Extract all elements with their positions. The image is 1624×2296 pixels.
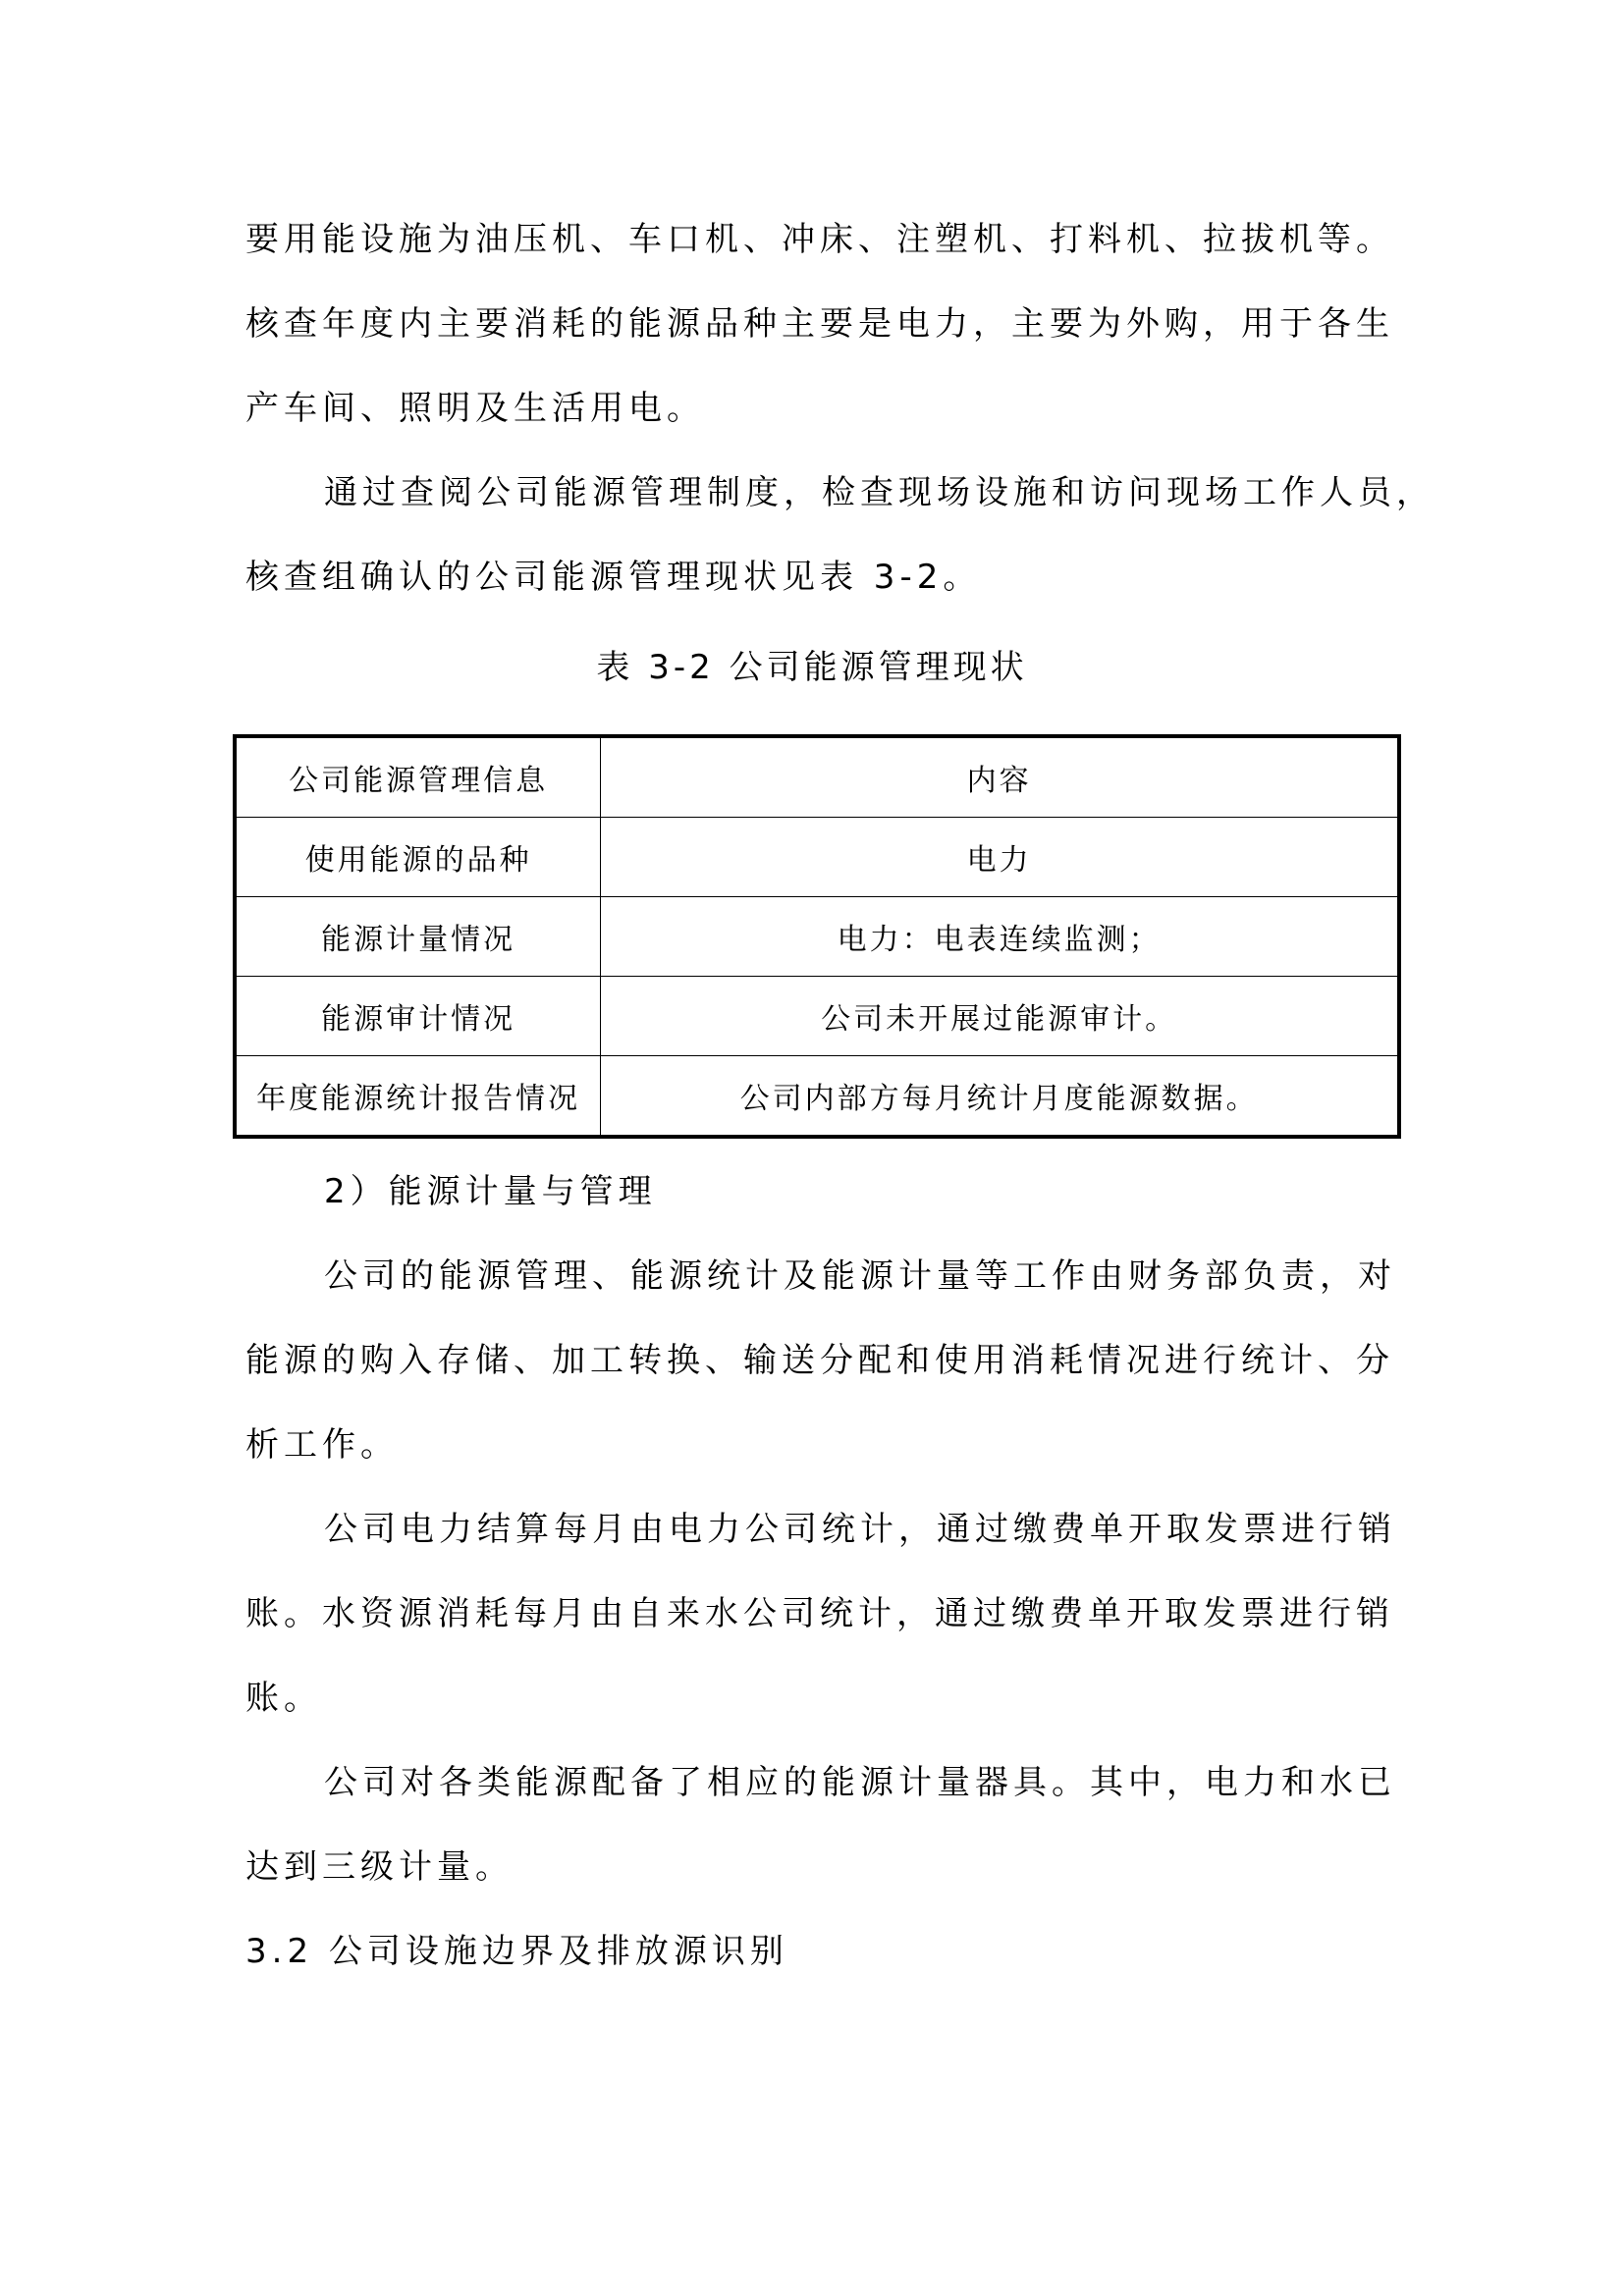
paragraph-line: 公司对各类能源配备了相应的能源计量器具。其中，电力和水已 xyxy=(324,1763,1396,1802)
paragraph-line: 通过查阅公司能源管理制度，检查现场设施和访问现场工作人员， xyxy=(324,473,1435,512)
paragraph-line: 能源的购入存储、加工转换、输送分配和使用消耗情况进行统计、分 xyxy=(245,1341,1394,1380)
table-row xyxy=(235,1056,1399,1138)
table-cell-label: 能源计量情况 xyxy=(235,897,601,977)
paragraph-line: 达到三级计量。 xyxy=(245,1847,514,1887)
table-header-row xyxy=(235,736,1399,818)
table-cell-value: 公司未开展过能源审计。 xyxy=(601,977,1399,1056)
paragraph-line: 账。 xyxy=(245,1679,322,1718)
paragraph-line: 要用能设施为油压机、车口机、冲床、注塑机、打料机、拉拔机等。 xyxy=(245,220,1394,259)
table-cell-value: 电力：电表连续监测； xyxy=(601,897,1399,977)
energy-management-table xyxy=(233,734,1401,1139)
table-header-cell: 内容 xyxy=(601,736,1399,818)
paragraph-line: 公司的能源管理、能源统计及能源计量等工作由财务部负责，对 xyxy=(324,1256,1396,1296)
table-cell-value: 公司内部方每月统计月度能源数据。 xyxy=(601,1056,1399,1138)
table-cell-label: 使用能源的品种 xyxy=(235,818,601,897)
table-row xyxy=(235,818,1399,897)
paragraph-line: 账。水资源消耗每月由自来水公司统计，通过缴费单开取发票进行销 xyxy=(245,1594,1394,1633)
paragraph-line: 析工作。 xyxy=(245,1425,399,1465)
table-row xyxy=(235,977,1399,1056)
table-cell-label: 年度能源统计报告情况 xyxy=(235,1056,601,1138)
table-header-cell: 公司能源管理信息 xyxy=(235,736,601,818)
paragraph-line: 核查年度内主要消耗的能源品种主要是电力，主要为外购，用于各生 xyxy=(245,304,1394,344)
paragraph-line: 公司电力结算每月由电力公司统计，通过缴费单开取发票进行销 xyxy=(324,1510,1396,1549)
table-cell-label: 能源审计情况 xyxy=(235,977,601,1056)
paragraph-line: 产车间、照明及生活用电。 xyxy=(245,389,705,428)
table-caption: 表 3-2 公司能源管理现状 xyxy=(596,648,1028,687)
table-row xyxy=(235,897,1399,977)
section-heading: 3.2 公司设施边界及排放源识别 xyxy=(245,1932,788,1971)
paragraph-line: 核查组确认的公司能源管理现状见表 3-2。 xyxy=(245,558,982,597)
subsection-heading: 2）能源计量与管理 xyxy=(324,1172,657,1211)
table-cell-value: 电力 xyxy=(601,818,1399,897)
